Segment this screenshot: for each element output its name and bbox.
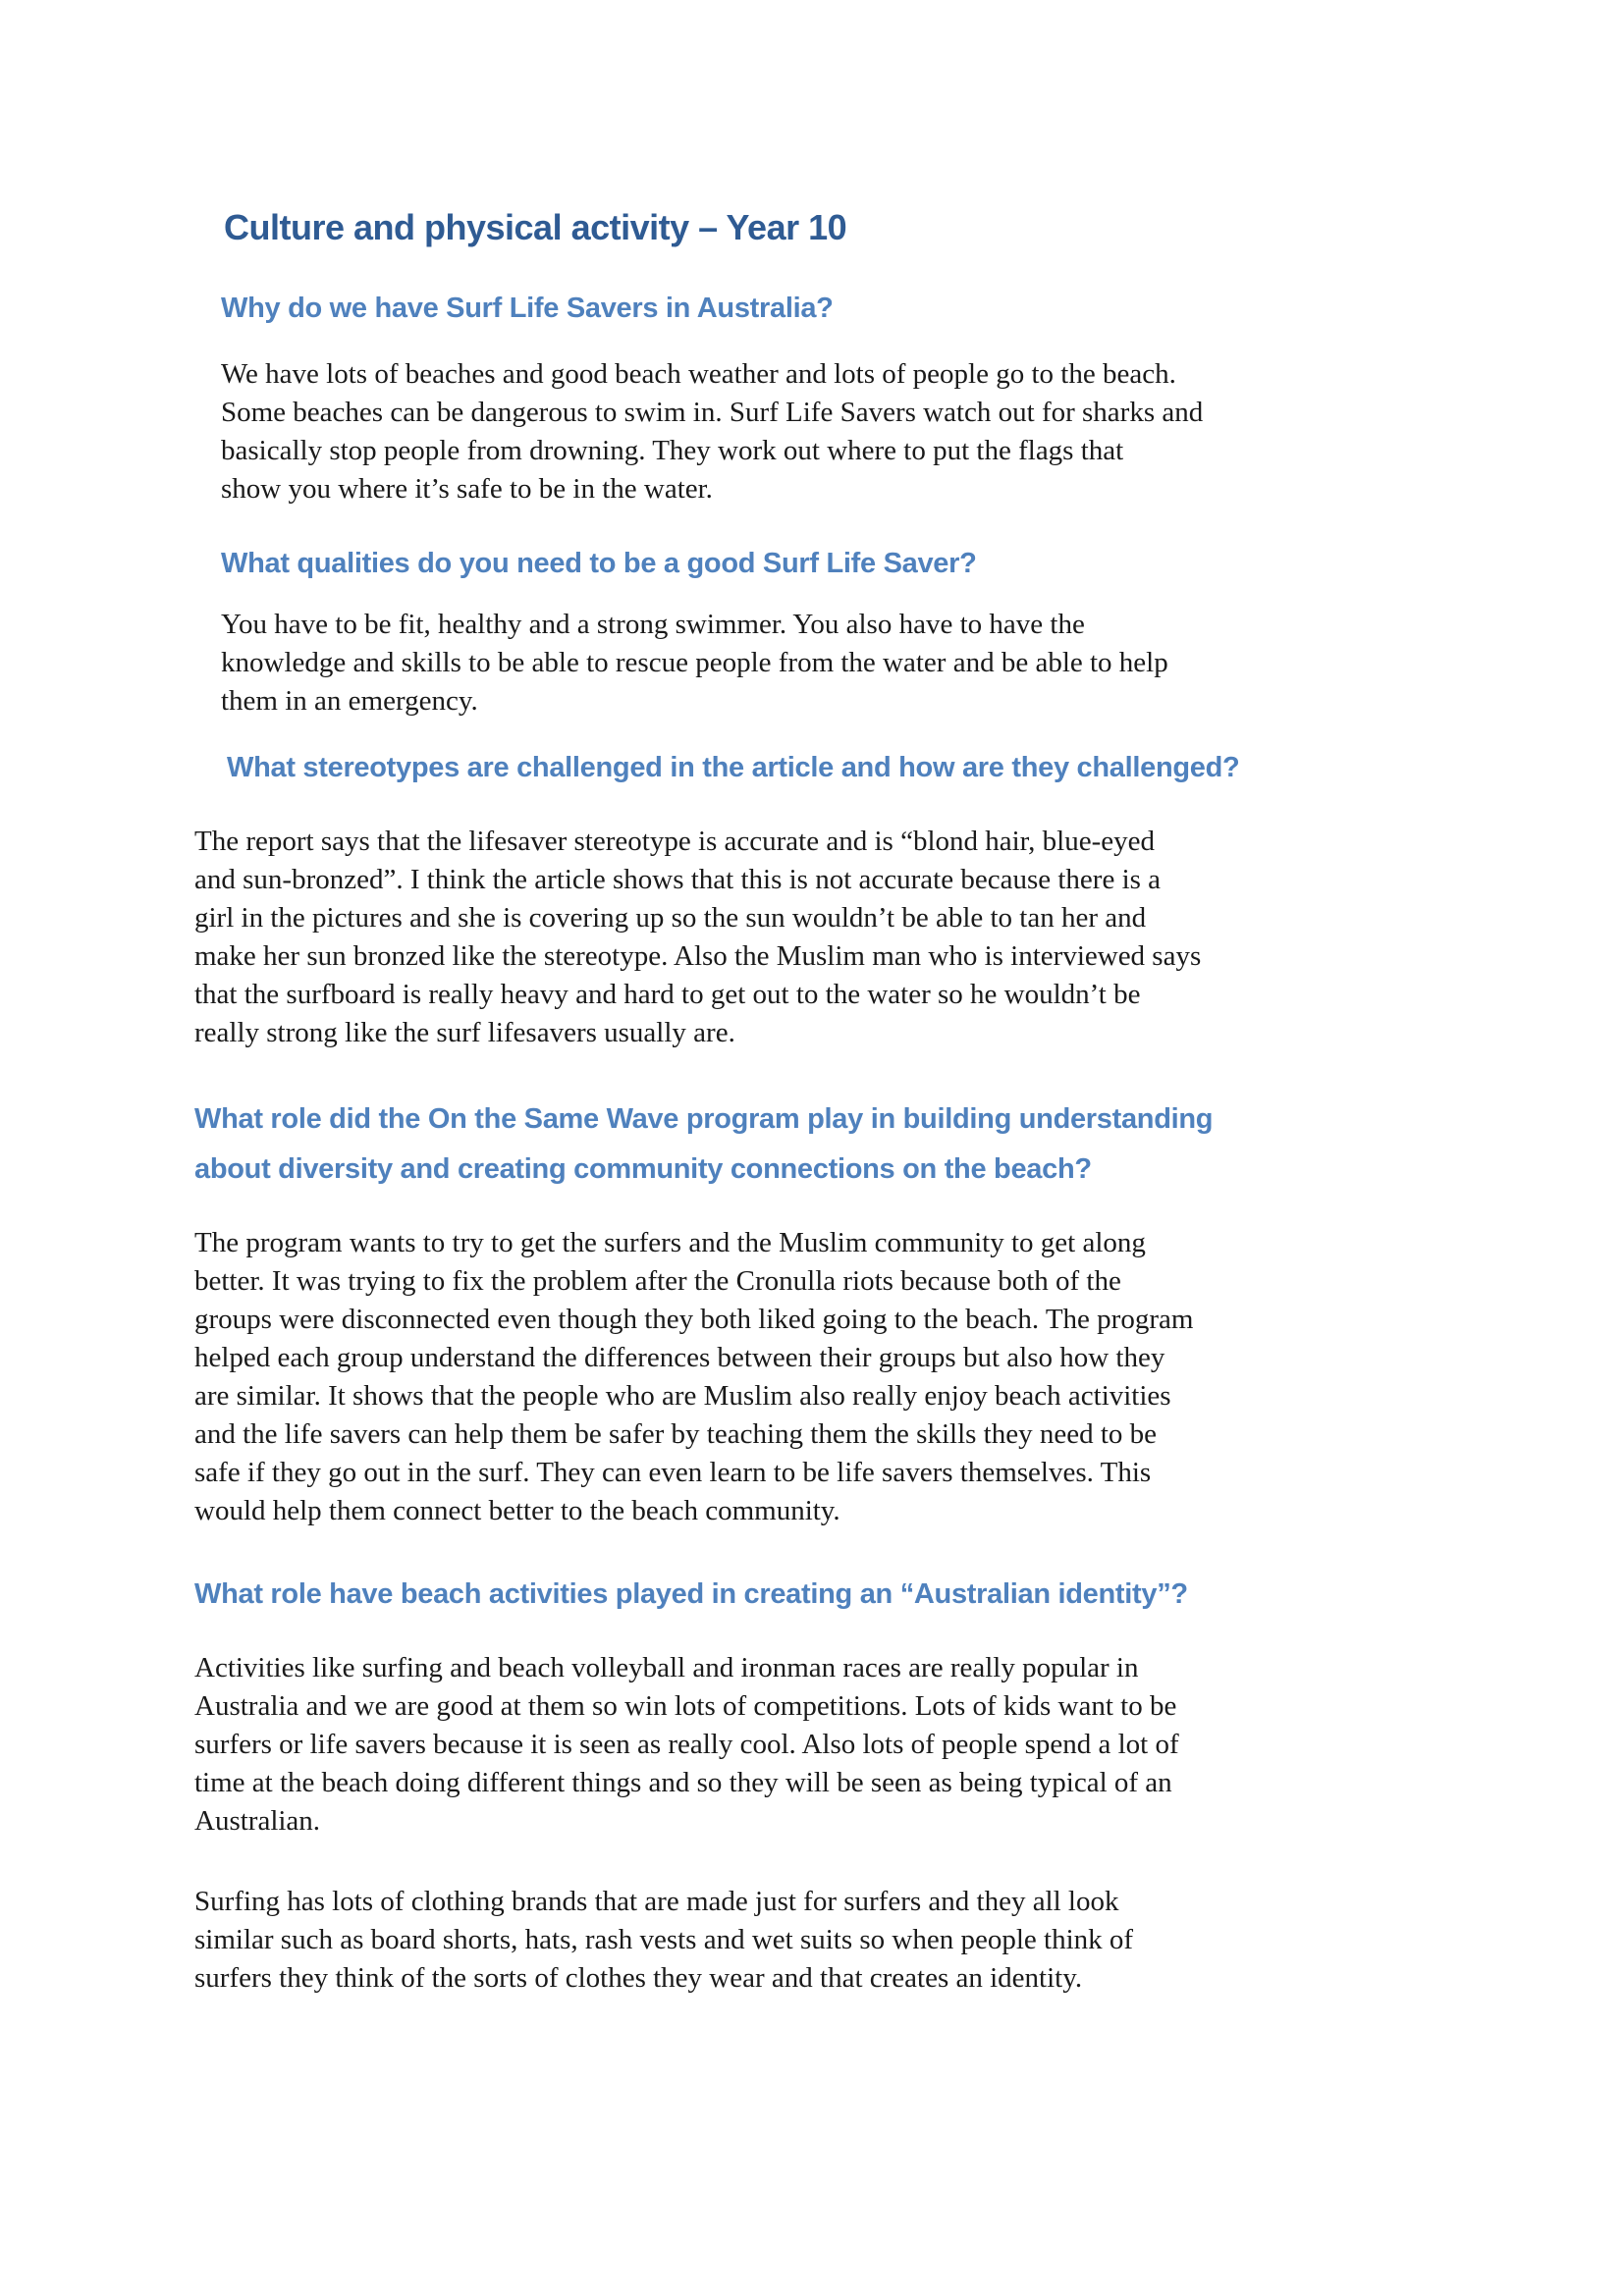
section-heading-surf-life-savers — [221, 290, 1624, 327]
text-line: Surfing has lots of clothing brands that are made just for surfers and they all look — [194, 1886, 1119, 1917]
text-line: similar such as board shorts, hats, rash vests and wet suits so when people think of — [194, 1924, 1134, 1955]
text-line: really strong like the surf lifesavers usually are. — [194, 1017, 735, 1048]
text-line: Some beaches can be dangerous to swim in. Surf Life Savers watch out for sharks and — [221, 397, 1204, 428]
heading-line: What role have beach activities played in creating an “Australian identity”? — [194, 1578, 1188, 1610]
text-line: safe if they go out in the surf. They can even learn to be life savers themselves. This — [194, 1457, 1152, 1488]
section-heading-stereotypes — [227, 749, 1624, 786]
text-line: and sun-bronzed”. I think the article shows that this is not accurate because there is a — [194, 864, 1162, 895]
text-line: are similar. It shows that the people who are Muslim also really enjoy beach activities — [194, 1380, 1171, 1412]
text-line: girl in the pictures and she is covering up so the sun wouldn’t be able to tan her and — [194, 902, 1147, 934]
text-line: time at the beach doing different things and so they will be seen as being typical of an — [194, 1767, 1172, 1798]
heading-line: about diversity and creating community connections on the beach? — [194, 1153, 1092, 1185]
paragraph-why-surf-life-savers — [221, 355, 1624, 508]
text-line: The program wants to try to get the surfers and the Muslim community to get along — [194, 1227, 1146, 1258]
text-line: and the life savers can help them be safer by teaching them the skills they need to be — [194, 1418, 1158, 1450]
text-line: better. It was trying to fix the problem after the Cronulla riots because both of the — [194, 1265, 1121, 1297]
heading-line: What role did the On the Same Wave program play in building understanding — [194, 1103, 1214, 1135]
paragraph-same-wave-program — [194, 1224, 1624, 1530]
text-line: would help them connect better to the beach community. — [194, 1495, 840, 1526]
heading-line: Why do we have Surf Life Savers in Australia? — [221, 293, 834, 324]
section-heading-same-wave-program — [194, 1095, 1624, 1195]
text-line: make her sun bronzed like the stereotype. Also the Muslim man who is interviewed says — [194, 940, 1202, 972]
text-line: knowledge and skills to be able to rescue people from the water and be able to help — [221, 647, 1168, 678]
paragraph-stereotypes — [194, 823, 1624, 1052]
text-line: them in an emergency. — [221, 685, 478, 717]
heading-line: What qualities do you need to be a good Surf Life Saver? — [221, 548, 977, 579]
text-line: You have to be fit, healthy and a strong swimmer. You also have to have the — [221, 609, 1085, 640]
page-title: Culture and physical activity – Year 10 — [224, 207, 847, 247]
text-line: helped each group understand the differences between their groups but also how they — [194, 1342, 1165, 1373]
paragraph-surfing-brands — [194, 1883, 1624, 1998]
section-heading-qualities — [221, 545, 1624, 582]
paragraph-beach-activities — [194, 1649, 1624, 1841]
text-line: Australia and we are good at them so win lots of competitions. Lots of kids want to be — [194, 1690, 1177, 1722]
text-line: that the surfboard is really heavy and hard to get out to the water so he wouldn’t be — [194, 979, 1141, 1010]
section-heading-australian-identity — [194, 1575, 1624, 1613]
text-line: show you where it’s safe to be in the water. — [221, 473, 713, 505]
text-line: Activities like surfing and beach volleyball and ironman races are really popular in — [194, 1652, 1139, 1683]
text-line: surfers they think of the sorts of clothes they wear and that creates an identity. — [194, 1962, 1083, 1994]
text-line: Australian. — [194, 1805, 321, 1837]
text-line: We have lots of beaches and good beach weather and lots of people go to the beach. — [221, 358, 1176, 390]
text-line: surfers or life savers because it is seen as really cool. Also lots of people spend a lot of — [194, 1729, 1179, 1760]
heading-line: What stereotypes are challenged in the article and how are they challenged? — [227, 752, 1240, 783]
text-line: basically stop people from drowning. They work out where to put the flags that — [221, 435, 1124, 466]
paragraph-qualities — [221, 606, 1624, 721]
text-line: groups were disconnected even though they both liked going to the beach. The program — [194, 1304, 1194, 1335]
text-line: The report says that the lifesaver stereotype is accurate and is “blond hair, blue-eyed — [194, 826, 1155, 857]
